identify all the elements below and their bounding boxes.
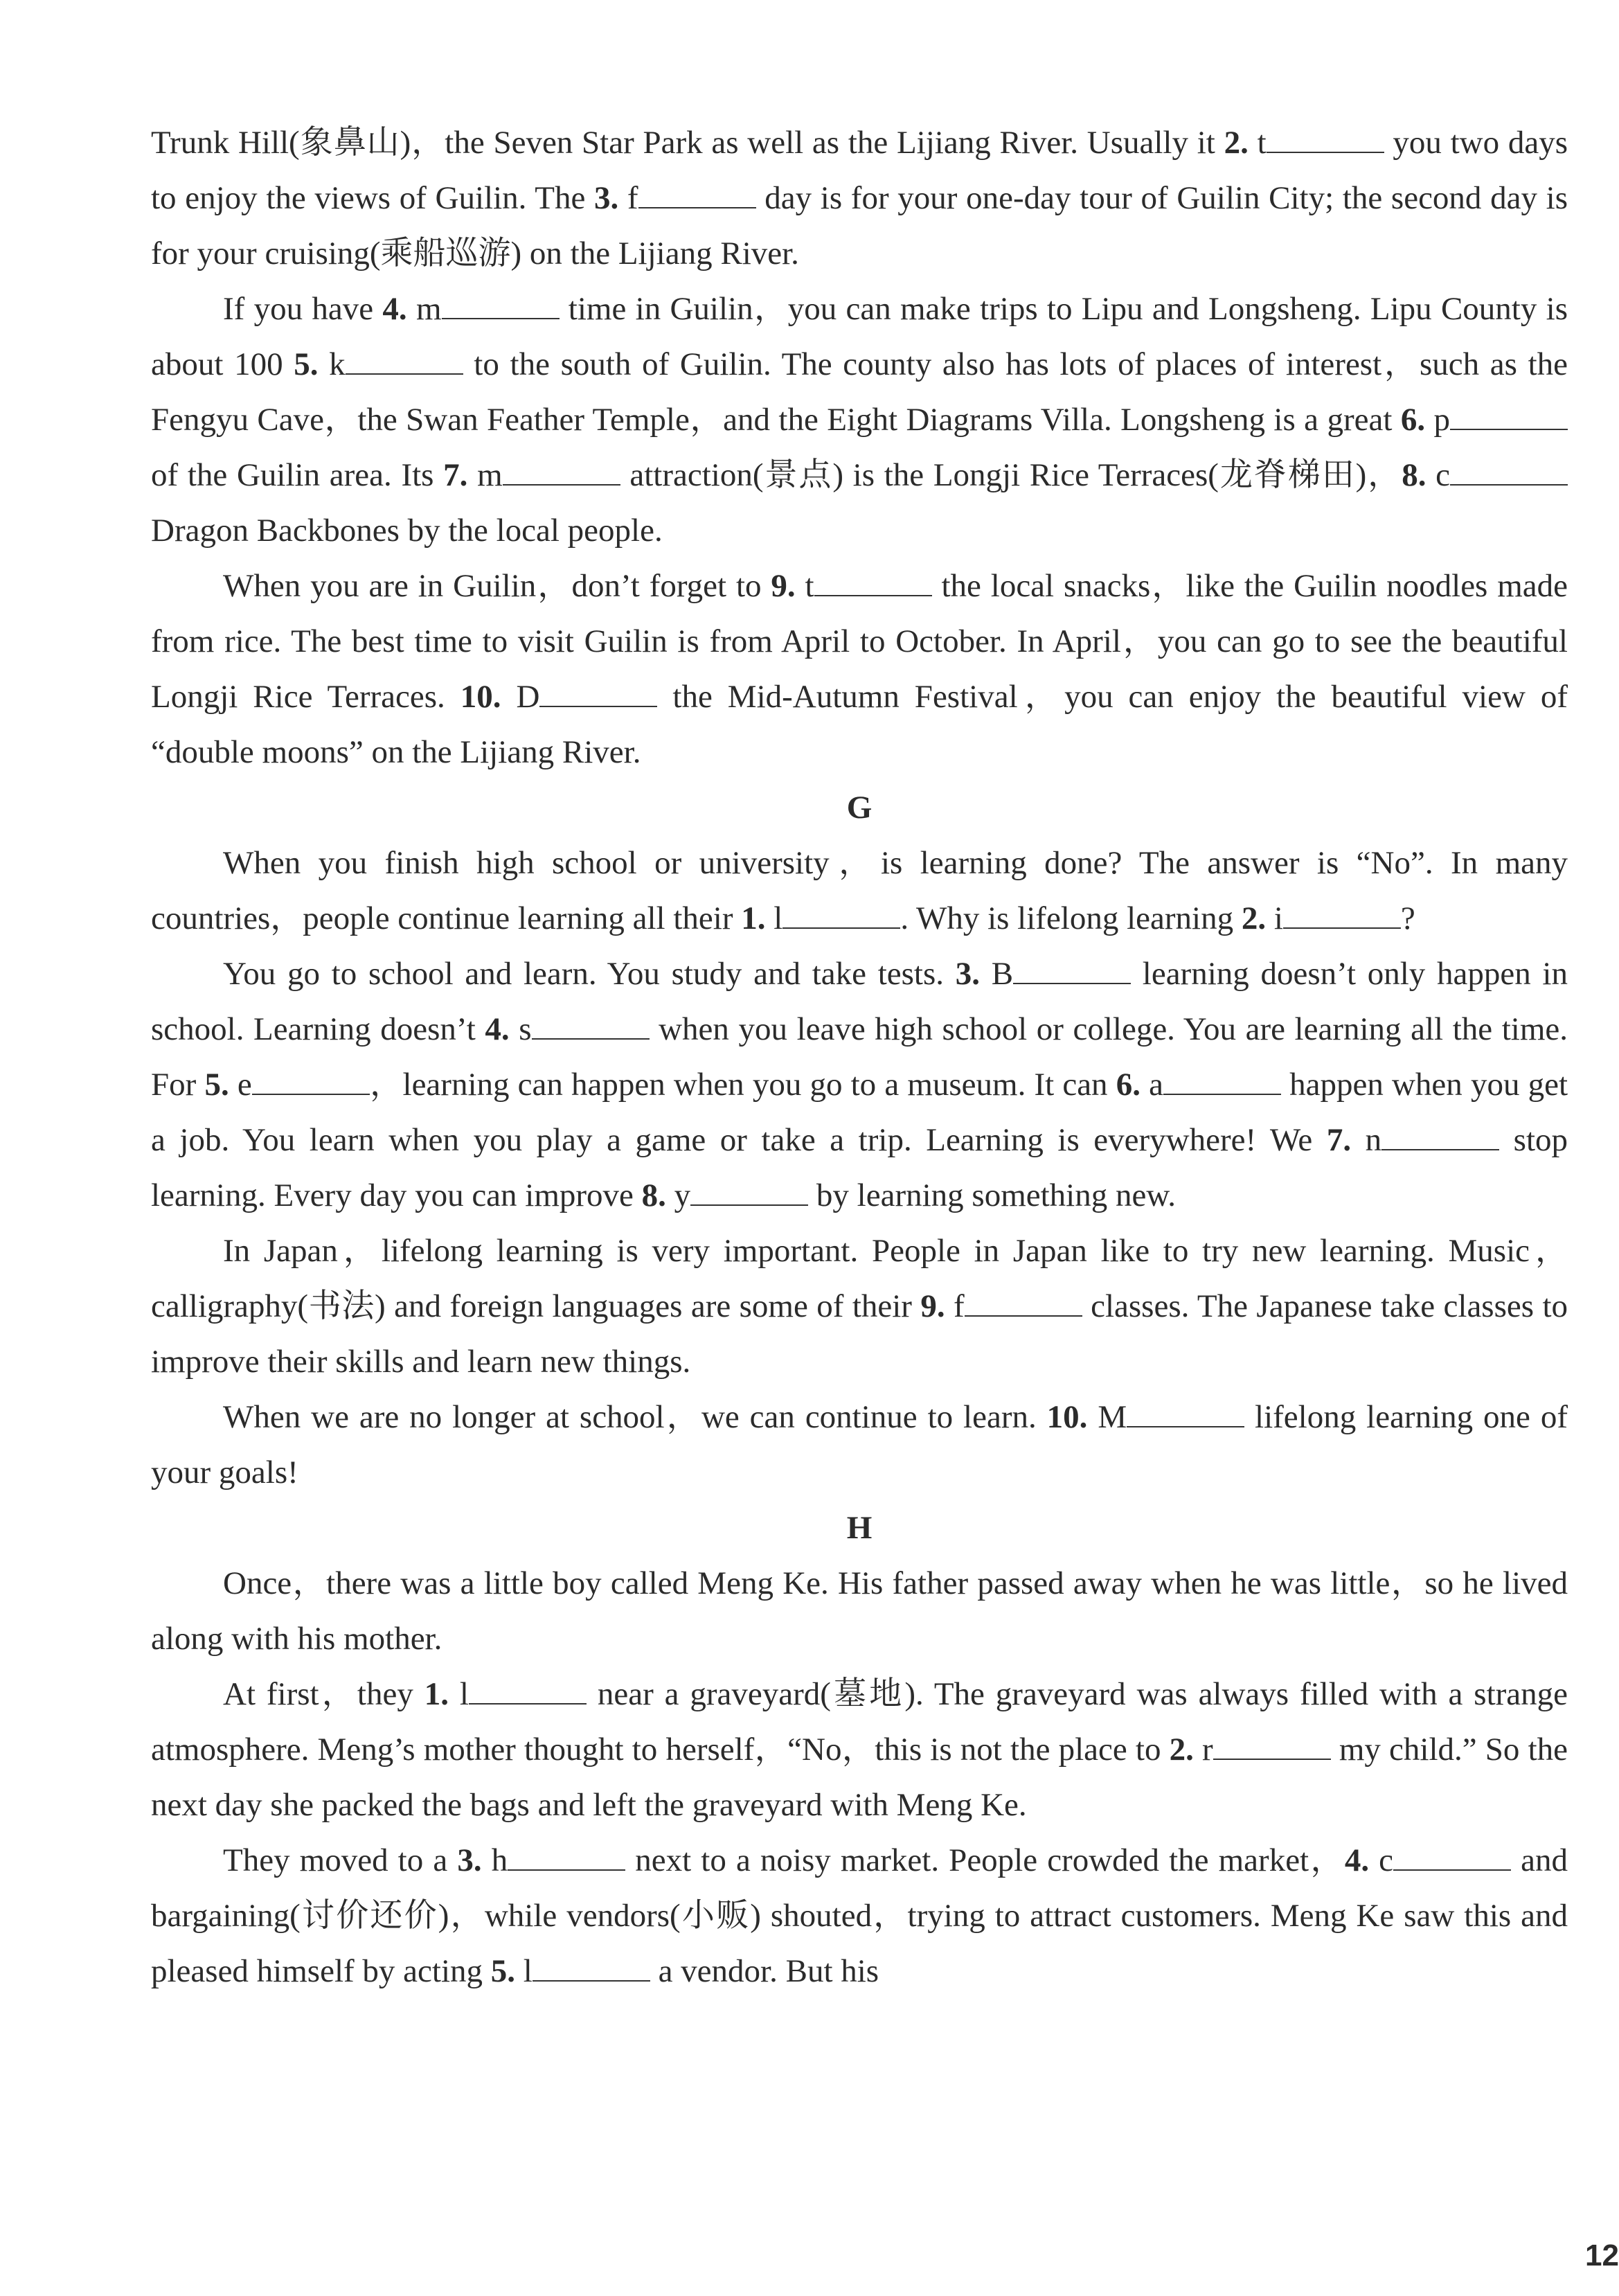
text-segment: the Mid-Autumn Festival，you can enjoy the beautiful view of “double moons” on the Lijiang River. — [151, 679, 1568, 770]
answer-blank[interactable] — [782, 900, 900, 929]
blank-initial-letter: f — [954, 1288, 965, 1324]
blank-initial-letter: a — [1149, 1067, 1163, 1103]
answer-blank[interactable] — [1381, 1121, 1499, 1150]
text-segment: by learning something new. — [808, 1177, 1176, 1213]
text-segment: my child.” So the next day she packed the bags and left the graveyard with Meng Ke. — [151, 1732, 1568, 1823]
answer-blank[interactable] — [508, 1842, 625, 1871]
answer-blank[interactable] — [503, 456, 620, 486]
answer-blank[interactable] — [346, 346, 463, 375]
blank-number: 10. — [1046, 1399, 1088, 1435]
blank-number: 6. — [1116, 1067, 1141, 1103]
blank-initial-letter: m — [477, 457, 503, 493]
blank-initial-letter: M — [1098, 1399, 1127, 1435]
paragraph — [151, 1223, 1568, 1389]
blank-number: 7. — [1326, 1122, 1352, 1158]
blank-initial-letter: l — [459, 1676, 469, 1712]
paragraph — [151, 115, 1568, 281]
text-segment: In Japan，lifelong learning is very important. People in Japan like to try new learning. Music，calligraphy(书法) and foreign languages are some of their — [151, 1233, 1568, 1324]
blank-initial-letter: t — [805, 568, 814, 604]
text-segment: to the south of Guilin. The county also has lots of places of interest，such as the Fengyu Cave，the Swan Feather Temple，and the Eight Diagrams Villa. Longsheng is a great — [151, 346, 1568, 438]
answer-blank[interactable] — [1013, 955, 1131, 984]
blank-number: 5. — [204, 1067, 229, 1103]
answer-blank[interactable] — [1450, 401, 1568, 430]
answer-blank[interactable] — [1267, 124, 1384, 153]
text-segment: learning doesn’t only happen in school. Learning doesn’t — [151, 956, 1568, 1047]
paragraph — [151, 558, 1568, 780]
text-segment: When you finish high school or university，is learning done? The answer is “No”. In many countries，people continue learning all their — [151, 845, 1568, 936]
paragraph — [151, 1389, 1568, 1500]
text-segment: happen when you get a job. You learn when you play a game or take a trip. Learning is everywhere! We — [151, 1067, 1568, 1158]
text-segment: when you leave high school or college. You are learning all the time. For — [151, 1011, 1568, 1103]
paragraph — [151, 946, 1568, 1223]
blank-initial-letter: t — [1257, 125, 1267, 161]
text-segment: When we are no longer at school，we can continue to learn. — [223, 1399, 1047, 1435]
text-segment: At first，they — [223, 1676, 424, 1712]
blank-number: 8. — [641, 1177, 666, 1213]
blank-number: 6. — [1400, 402, 1426, 438]
blank-initial-letter: l — [523, 1953, 533, 1989]
blank-initial-letter: B — [991, 956, 1014, 992]
answer-blank[interactable] — [690, 1177, 808, 1206]
text-segment: When you are in Guilin，don’t forget to — [223, 568, 771, 604]
answer-blank[interactable] — [539, 678, 657, 707]
blank-initial-letter: r — [1202, 1732, 1213, 1768]
blank-number: 7. — [443, 457, 468, 493]
text-segment: time in Guilin，you can make trips to Lipu and Longsheng. Lipu County is about 100 — [151, 291, 1568, 382]
paragraph — [151, 281, 1568, 558]
blank-initial-letter: l — [773, 900, 783, 936]
answer-blank[interactable] — [1127, 1398, 1244, 1427]
text-segment: Dragon Backbones by the local people. — [151, 513, 663, 549]
text-segment: They moved to a — [223, 1842, 458, 1878]
blank-initial-letter: s — [519, 1011, 532, 1047]
answer-blank[interactable] — [638, 179, 756, 208]
blank-number: 2. — [1169, 1732, 1194, 1768]
text-segment: you two days to enjoy the views of Guilin. The — [151, 125, 1568, 216]
text-segment: Once，there was a little boy called Meng Ke. His father passed away when he was little，so he lived along with his mother. — [151, 1565, 1568, 1657]
blank-number: 1. — [424, 1676, 449, 1712]
blank-number: 9. — [771, 568, 796, 604]
paragraph — [151, 1833, 1568, 1999]
text-segment: stop learning. Every day you can improve — [151, 1122, 1568, 1213]
blank-initial-letter: y — [674, 1177, 691, 1213]
blank-number: 1. — [741, 900, 766, 936]
blank-number: 4. — [382, 291, 407, 327]
blank-number: 3. — [457, 1842, 482, 1878]
blank-number: 3. — [594, 180, 619, 216]
blank-number: 4. — [485, 1011, 510, 1047]
blank-initial-letter: h — [491, 1842, 508, 1878]
paragraph — [151, 1556, 1568, 1666]
answer-blank[interactable] — [1283, 900, 1401, 929]
text-segment: classes. The Japanese take classes to improve their skills and learn new things. — [151, 1288, 1568, 1380]
section-heading: G — [846, 790, 873, 826]
text-segment: next to a noisy market. People crowded the market， — [625, 1842, 1345, 1878]
text-segment: lifelong learning one of your goals! — [151, 1399, 1568, 1490]
blank-number: 9. — [920, 1288, 945, 1324]
blank-initial-letter: k — [329, 346, 346, 382]
answer-blank[interactable] — [1393, 1842, 1511, 1871]
blank-initial-letter: D — [516, 679, 540, 715]
text-segment: . Why is lifelong learning — [900, 900, 1242, 936]
text-segment: ，learning can happen when you go to a museum. It can — [369, 1067, 1116, 1103]
answer-blank[interactable] — [532, 1011, 650, 1040]
answer-blank[interactable] — [469, 1675, 587, 1705]
answer-blank[interactable] — [965, 1288, 1082, 1317]
blank-number: 3. — [955, 956, 980, 992]
text-segment: and bargaining(讨价还价)，while vendors(小贩) shouted，trying to attract customers. Meng Ke saw this and pleased himself by acting — [151, 1842, 1568, 1989]
text-segment: Trunk Hill(象鼻山)，the Seven Star Park as well as the Lijiang River. Usually it — [151, 125, 1224, 161]
answer-blank[interactable] — [533, 1952, 650, 1982]
blank-initial-letter: c — [1435, 457, 1451, 493]
text-segment: near a graveyard(墓地). The graveyard was always filled with a strange atmosphere. Meng’s mother thought to herself，“No，this is not the place to — [151, 1676, 1568, 1768]
answer-blank[interactable] — [1450, 456, 1568, 486]
text-segment: of the Guilin area. Its — [151, 457, 444, 493]
paragraph — [151, 1666, 1568, 1833]
page-number: 12 — [1585, 2239, 1619, 2272]
text-segment: You go to school and learn. You study and take tests. — [223, 956, 956, 992]
text-segment: the local snacks，like the Guilin noodles made from rice. The best time to visit Guilin is from April to October. In April，you can go to see the beautiful Longji Rice Terraces. — [151, 568, 1568, 715]
blank-initial-letter: m — [415, 291, 442, 327]
answer-blank[interactable] — [1213, 1731, 1331, 1760]
text-segment: If you have — [223, 291, 383, 327]
paragraph — [151, 835, 1568, 946]
blank-initial-letter: p — [1433, 402, 1450, 438]
answer-blank[interactable] — [442, 290, 560, 319]
text-segment: attraction(景点) is the Longji Rice Terraces(龙脊梯田)， — [620, 457, 1402, 493]
answer-blank[interactable] — [814, 567, 932, 596]
document-page — [151, 115, 1568, 1999]
blank-number: 5. — [294, 346, 319, 382]
section-heading: H — [846, 1510, 873, 1546]
blank-initial-letter: n — [1365, 1122, 1382, 1158]
blank-number: 5. — [490, 1953, 515, 1989]
blank-initial-letter: i — [1273, 900, 1283, 936]
blank-number: 2. — [1241, 900, 1267, 936]
blank-number: 4. — [1344, 1842, 1370, 1878]
text-segment: day is for your one-day tour of Guilin City; the second day is for your cruising(乘船巡游) on the Lijiang River. — [151, 180, 1568, 272]
blank-initial-letter: f — [627, 180, 638, 216]
blank-number: 8. — [1402, 457, 1426, 493]
blank-number: 10. — [460, 679, 501, 715]
blank-number: 2. — [1224, 125, 1249, 161]
text-segment: ? — [1400, 900, 1415, 936]
text-segment: a vendor. But his — [650, 1953, 879, 1989]
blank-initial-letter: c — [1379, 1842, 1394, 1878]
answer-blank[interactable] — [1163, 1066, 1281, 1095]
answer-blank[interactable] — [252, 1066, 370, 1095]
blank-initial-letter: e — [237, 1067, 252, 1103]
